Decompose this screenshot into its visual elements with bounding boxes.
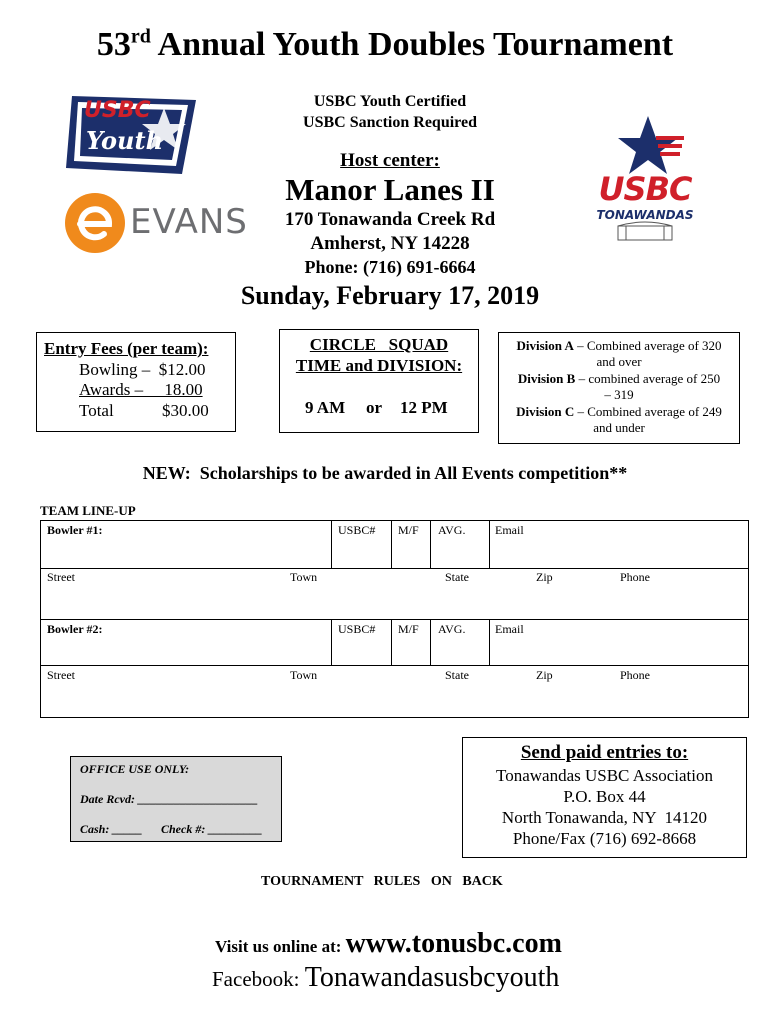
fee-awards: Awards – 18.00: [79, 380, 203, 399]
bowler2-usbc-label: USBC#: [338, 622, 376, 636]
bowler1-phone-label: Phone: [620, 570, 650, 584]
team-lineup-heading: TEAM LINE-UP: [40, 503, 136, 518]
bowler2-avg-label: AVG.: [438, 622, 466, 636]
fee-total-value: $30.00: [162, 401, 209, 420]
bowler2-state-label: State: [445, 668, 469, 682]
division-c-text1: – Combined average of 249: [574, 404, 722, 419]
bowler2-zip-label: Zip: [536, 668, 553, 682]
lineup-divider-1: [40, 568, 749, 569]
lineup-col-line-2a: [391, 520, 392, 568]
rules-notice: TOURNAMENT RULES ON BACK: [261, 874, 503, 889]
division-a-text2: and over: [596, 354, 642, 369]
bowler2-email-label: Email: [495, 622, 524, 636]
facebook-label: Facebook:: [212, 967, 305, 991]
lineup-col-line-1b: [331, 619, 332, 665]
fee-bowling: Bowling – $12.00: [79, 360, 206, 379]
tournament-date: Sunday, February 17, 2019: [240, 281, 540, 310]
lineup-divider-2: [40, 619, 749, 620]
bowler1-mf-label: M/F: [398, 523, 419, 537]
division-b[interactable]: [500, 371, 738, 403]
bowler1-zip-label: Zip: [536, 570, 553, 584]
lineup-divider-3: [40, 665, 749, 666]
host-address-1: 170 Tonawanda Creek Rd: [284, 209, 496, 230]
usbc-youth-logo-text2: Youth: [86, 126, 164, 155]
squad-time-9am[interactable]: 9 AM: [305, 398, 346, 417]
bowler1-state-label: State: [445, 570, 469, 584]
division-b-text1: – combined average of 250: [575, 371, 721, 386]
bowler1-email-label: Email: [495, 523, 524, 537]
bowler1-label: Bowler #1:: [47, 523, 103, 537]
website-link[interactable]: www.tonusbc.com: [345, 928, 562, 959]
bowler2-street-label: Street: [47, 668, 75, 682]
lineup-col-line-4a: [489, 520, 490, 568]
entry-fees-heading: Entry Fees (per team):: [44, 339, 209, 358]
division-a-text1: – Combined average of 320: [573, 338, 722, 353]
bowler2-label: Bowler #2:: [47, 622, 103, 636]
lineup-col-line-3b: [430, 619, 431, 665]
squad-or: or: [366, 398, 383, 417]
lineup-col-line-1a: [331, 520, 332, 568]
bowler1-town-label: Town: [290, 570, 318, 584]
host-label: Host center:: [340, 150, 440, 171]
squad-heading-1: CIRCLE SQUAD: [309, 335, 449, 354]
usbc-youth-logo: [64, 90, 204, 180]
host-phone: Phone: (716) 691-6664: [304, 257, 476, 277]
visit-online-label: Visit us online at:: [215, 937, 346, 956]
title-number: 53: [96, 26, 131, 63]
cert-line-2: USBC Sanction Required: [303, 114, 477, 131]
lineup-col-line-2b: [391, 619, 392, 665]
usbc-tonawandas-logo-text2: TONAWANDAS: [596, 208, 694, 222]
page-title: [0, 26, 770, 64]
office-check-number: Check #: _________: [161, 822, 263, 836]
division-c[interactable]: [500, 404, 738, 436]
division-b-label: Division B: [517, 371, 576, 386]
bowler2-phone-label: Phone: [620, 668, 650, 682]
bowler1-avg-label: AVG.: [438, 523, 466, 537]
evans-logo-text: EVANS: [130, 202, 248, 242]
bowler1-street-label: Street: [47, 570, 75, 584]
division-c-label: Division C: [516, 404, 575, 419]
fee-total-label: Total: [79, 401, 114, 420]
scholarship-notice: NEW: Scholarships to be awarded in All Events competition**: [142, 463, 628, 483]
facebook-link[interactable]: Tonawandasusbcyouth: [304, 962, 560, 993]
host-name: Manor Lanes II: [285, 172, 495, 207]
host-address-2: Amherst, NY 14228: [310, 233, 470, 254]
send-entries-line-1: Tonawandas USBC Association: [496, 766, 713, 785]
squad-heading-2: TIME and DIVISION:: [295, 356, 463, 375]
send-entries-line-2: P.O. Box 44: [563, 787, 646, 806]
division-b-text2: – 319: [604, 387, 634, 402]
squad-time-12pm[interactable]: 12 PM: [400, 398, 448, 417]
usbc-youth-logo-text1: USBC: [84, 98, 151, 123]
usbc-tonawandas-logo-text1: USBC: [598, 170, 692, 208]
send-entries-heading: Send paid entries to:: [520, 742, 689, 763]
office-cash: Cash: _____: [80, 822, 143, 836]
office-use-title: OFFICE USE ONLY:: [80, 762, 190, 776]
division-a-label: Division A: [516, 338, 574, 353]
lineup-col-line-3a: [430, 520, 431, 568]
division-a[interactable]: [500, 338, 738, 370]
cert-line-1: USBC Youth Certified: [313, 93, 467, 110]
bowler1-usbc-label: USBC#: [338, 523, 376, 537]
send-entries-line-4: Phone/Fax (716) 692-8668: [512, 829, 697, 848]
division-c-text2: and under: [593, 420, 645, 435]
title-text: Annual Youth Doubles Tournament: [150, 26, 674, 63]
bowler2-mf-label: M/F: [398, 622, 419, 636]
facebook-line: [204, 944, 559, 994]
office-date-received: Date Rcvd: ____________________: [80, 792, 258, 806]
bowler2-town-label: Town: [290, 668, 318, 682]
usbc-tonawandas-logo: [578, 114, 712, 254]
lineup-col-line-4b: [489, 619, 490, 665]
send-entries-line-3: North Tonawanda, NY 14120: [501, 808, 708, 827]
title-ordinal: rd: [130, 25, 151, 48]
